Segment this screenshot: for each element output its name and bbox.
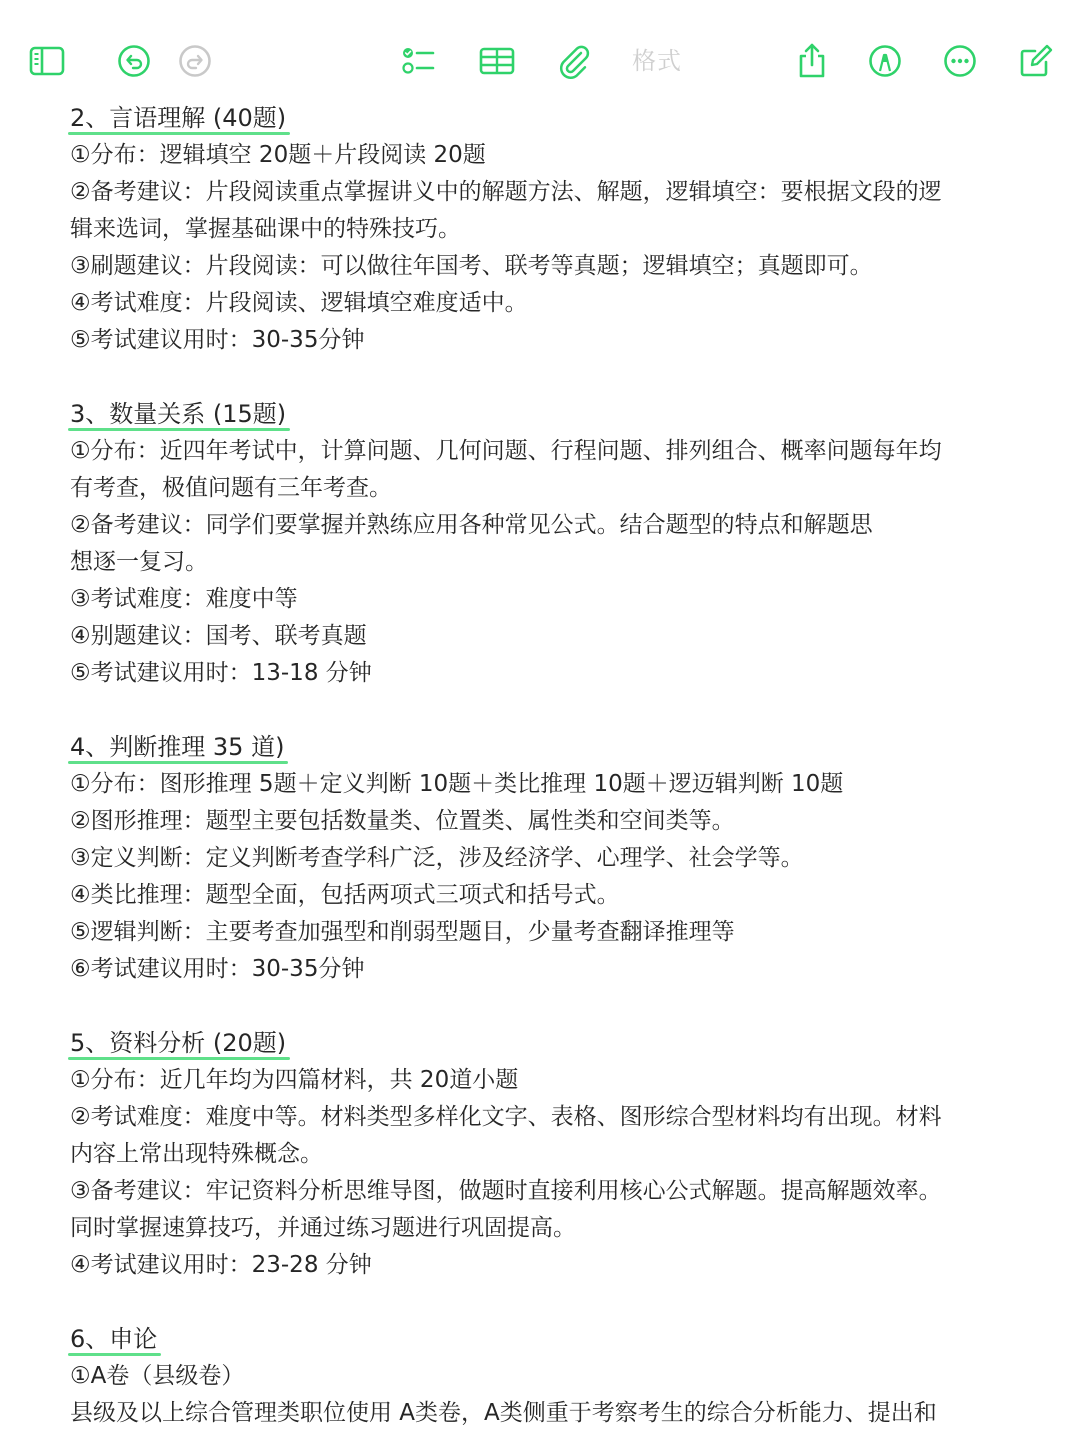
notes-toolbar [0, 0, 1080, 104]
more-icon [940, 41, 980, 81]
note-line: ①分布：近几年均为四篇材料，共 20道小题 [70, 1067, 519, 1093]
redo-icon [175, 41, 215, 81]
attachment-icon [554, 41, 594, 81]
note-line: ⑤考试建议用时：30-35分钟 [70, 327, 365, 353]
section-title: 2、言语理解 (40题) [70, 100, 286, 137]
sidebar-icon [27, 41, 67, 81]
note-line: 想逐一复习。 [70, 549, 208, 575]
note-line: ③考试难度：难度中等 [70, 586, 298, 612]
section-title: 5、资料分析 (20题) [70, 1025, 286, 1062]
share-icon [792, 41, 832, 81]
section-essay [70, 1321, 1030, 1432]
note-line: ②图形推理：题型主要包括数量类、位置类、属性类和空间类等。 [70, 808, 735, 834]
note-line: 同时掌握速算技巧，并通过练习题进行巩固提高。 [70, 1215, 576, 1241]
note-line: ②备考建议：同学们要掌握并熟练应用各种常见公式。结合题型的特点和解题思 [70, 512, 873, 538]
note-line: ①分布：逻辑填空 20题＋片段阅读 20题 [70, 142, 486, 168]
note-line: ⑤逻辑判断：主要考查加强型和削弱型题目，少量考查翻译推理等 [70, 919, 735, 945]
attachment-button[interactable] [551, 38, 597, 84]
note-line: ④别题建议：国考、联考真题 [70, 623, 367, 649]
section-data-analysis [70, 1025, 1030, 1284]
table-icon [477, 41, 517, 81]
note-line: ①分布：图形推理 5题＋定义判断 10题＋类比推理 10题＋逻迈辑判断 10题 [70, 771, 844, 797]
note-line: 内容上常出现特殊概念。 [70, 1141, 323, 1167]
compose-icon [1016, 41, 1056, 81]
note-line: ③刷题建议：片段阅读：可以做往年国考、联考等真题；逻辑填空；真题即可。 [70, 253, 873, 279]
checklist-icon [398, 41, 438, 81]
share-button[interactable] [789, 38, 835, 84]
compose-button[interactable] [1013, 38, 1059, 84]
markup-button[interactable] [862, 38, 908, 84]
note-line: ①分布：近四年考试中，计算问题、几何问题、行程问题、排列组合、概率问题每年均 [70, 438, 942, 464]
sidebar-toggle-button[interactable] [24, 38, 70, 84]
undo-icon [114, 41, 154, 81]
more-button[interactable] [937, 38, 983, 84]
table-button[interactable] [474, 38, 520, 84]
section-title: 4、判断推理 35 道) [70, 729, 284, 766]
note-body[interactable] [70, 100, 1030, 1432]
note-line: ②考试难度：难度中等。材料类型多样化文字、表格、图形综合型材料均有出现。材料 [70, 1104, 942, 1130]
note-line: 有考查，极值问题有三年考查。 [70, 475, 392, 501]
section-verbal [70, 100, 1030, 359]
section-quantitative [70, 396, 1030, 692]
note-line: ①A卷（县级卷） [70, 1363, 245, 1389]
note-line: ④类比推理：题型全面，包括两项式三项式和括号式。 [70, 882, 620, 908]
note-line: ④考试难度：片段阅读、逻辑填空难度适中。 [70, 290, 528, 316]
section-title: 3、数量关系 (15题) [70, 396, 286, 433]
note-line: 县级及以上综合管理类职位使用 A类卷，A类侧重于考察考生的综合分析能力、提出和 [70, 1400, 937, 1426]
checklist-button[interactable] [395, 38, 441, 84]
note-line: ⑤考试建议用时：13-18 分钟 [70, 660, 372, 686]
undo-button[interactable] [111, 38, 157, 84]
section-title: 6、申论 [70, 1321, 157, 1358]
note-line: ③定义判断：定义判断考查学科广泛，涉及经济学、心理学、社会学等。 [70, 845, 804, 871]
note-line: ②备考建议：片段阅读重点掌握讲义中的解题方法、解题，逻辑填空：要根据文段的逻 [70, 179, 942, 205]
section-reasoning [70, 729, 1030, 988]
note-line: 辑来选词，掌握基础课中的特殊技巧。 [70, 216, 461, 242]
note-line: ⑥考试建议用时：30-35分钟 [70, 956, 365, 982]
note-line: ③备考建议：牢记资料分析思维导图，做题时直接利用核心公式解题。提高解题效率。 [70, 1178, 942, 1204]
note-line: ④考试建议用时：23-28 分钟 [70, 1252, 372, 1278]
redo-button[interactable] [172, 38, 218, 84]
markup-icon [865, 41, 905, 81]
format-button[interactable]: 格式 [632, 47, 682, 75]
